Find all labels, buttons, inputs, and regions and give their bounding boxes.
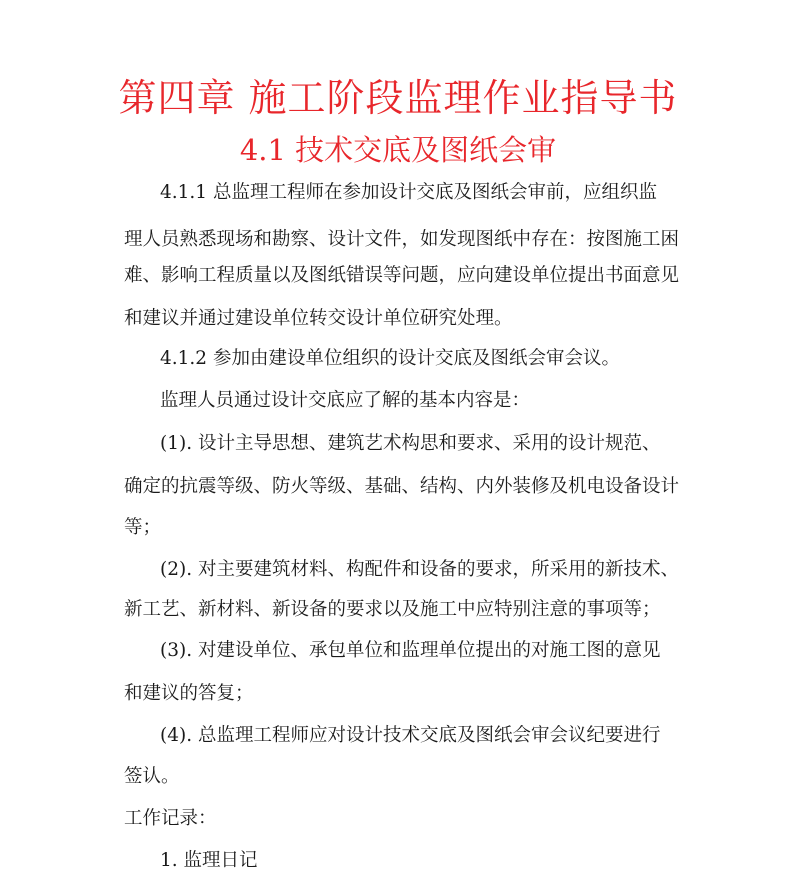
paragraph-line: 理人员熟悉现场和勘察、设计文件，如发现图纸中存在：按图施工困 (124, 229, 680, 250)
paragraph-line: 签认。 (124, 766, 180, 787)
paragraph-line: 新工艺、新材料、新设备的要求以及施工中应特别注意的事项等； (124, 599, 661, 620)
paragraph-line: (4). 总监理工程师应对设计技术交底及图纸会审会议纪要进行 (160, 725, 661, 746)
chapter-title: 第四章 施工阶段监理作业指导书 (118, 76, 678, 120)
paragraph-line: 1. 监理日记 (160, 850, 258, 871)
paragraph-line: 和建议并通过建设单位转交设计单位研究处理。 (124, 308, 513, 329)
paragraph-line: 监理人员通过设计交底应了解的基本内容是： (160, 390, 531, 411)
paragraph-line: 工作记录： (124, 808, 217, 829)
paragraph-line: 确定的抗震等级、防火等级、基础、结构、内外装修及机电设备设计 (124, 476, 680, 497)
paragraph-line: (3). 对建设单位、承包单位和监理单位提出的对施工图的意见 (160, 640, 661, 661)
section-title: 4.1 技术交底及图纸会审 (239, 133, 557, 167)
paragraph-line: 难、影响工程质量以及图纸错误等问题，应向建设单位提出书面意见 (124, 265, 680, 286)
paragraph-line: 4.1.2 参加由建设单位组织的设计交底及图纸会审会议。 (160, 348, 620, 369)
paragraph-line: 和建议的答复； (124, 683, 254, 704)
paragraph-line: 等； (124, 517, 162, 538)
paragraph-line: (1). 设计主导思想、建筑艺术构思和要求、采用的设计规范、 (160, 433, 661, 454)
paragraph-line: 4.1.1 总监理工程师在参加设计交底及图纸会审前，应组织监 (160, 182, 657, 203)
paragraph-line: (2). 对主要建筑材料、构配件和设备的要求，所采用的新技术、 (160, 559, 679, 580)
